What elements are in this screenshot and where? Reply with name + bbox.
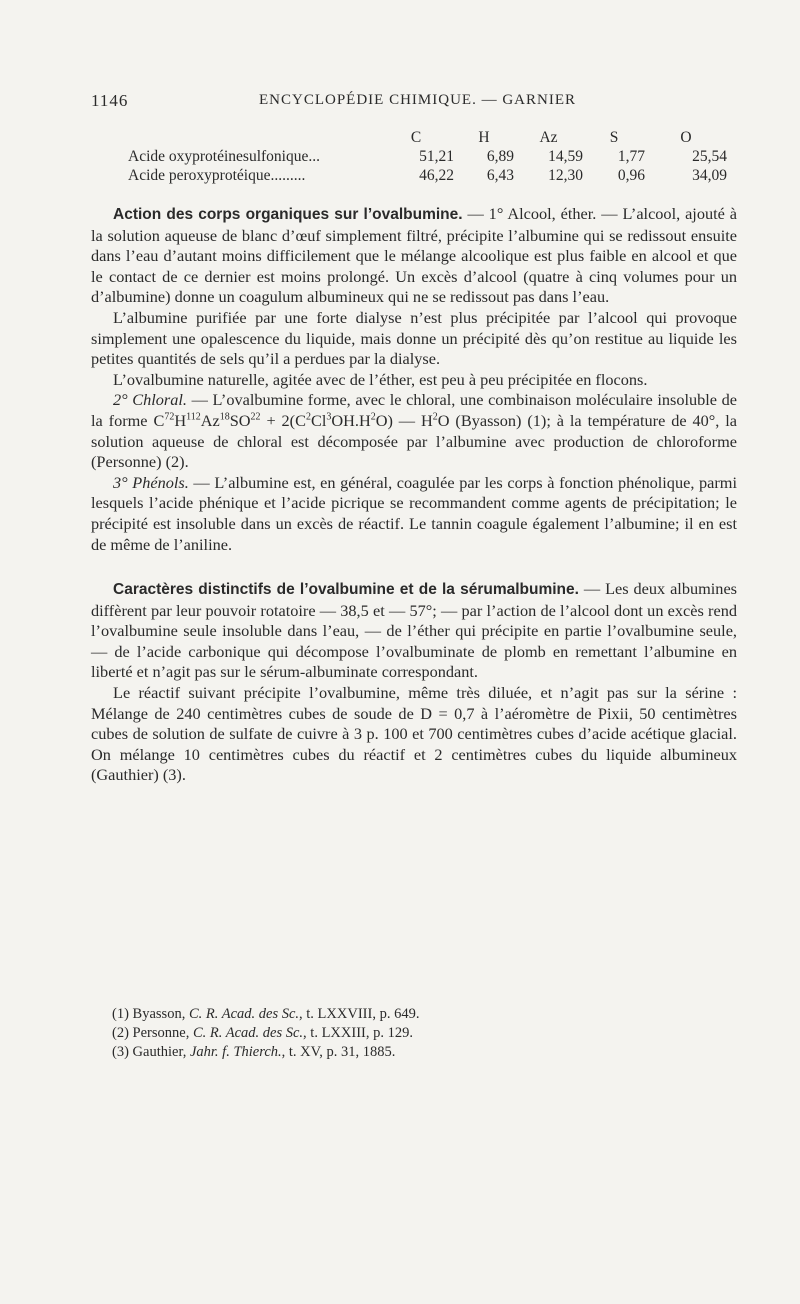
paragraph: [91, 473, 737, 555]
table-cell: 12,30: [548, 167, 583, 184]
paragraph: 2° Chloral. — L’ovalbumine forme, avec le chloral, une combinaison moléculaire insoluble de la forme $C^{72}H^{112}Az^{18}SO^{22} + 2(C^2Cl^3OH.H^2O)$ — $H^2O$ (Byasson) (1); à la température de 40°, la solution aqueuse de chloral est décomposée par l’albumine avec production de chloroforme (Personne) (2).: [91, 390, 738, 472]
column-header: Az: [539, 129, 558, 146]
footnote: (3) Gauthier, Jahr. f. Thierch., t. XV, p. 31, 1885.: [112, 1044, 396, 1060]
section-title: Caractères distinctifs de l’ovalbumine et de la sérumalbumine.: [113, 581, 579, 599]
subsection-lead: 2° Chloral.: [113, 390, 187, 410]
column-header: C: [410, 129, 422, 146]
footnote: (2) Personne, C. R. Acad. des Sc., t. LXXIII, p. 129.: [112, 1025, 413, 1041]
table-cell: 6,43: [486, 167, 514, 184]
row-label: Acide peroxyprotéique.........: [128, 167, 306, 184]
composition-table: [128, 128, 727, 185]
paragraph-text: — L’albumine est, en général, coagulée par les corps à fonction phénolique, parmi lesquels l’acide phénique et l’acide picrique se recommandent comme agents de précipitation; le précipité est insoluble dans un excès de réactif. Le tannin coagule également l’albumine; il en est de même de l’aniline.: [91, 472, 737, 554]
paragraph: [91, 204, 737, 308]
paragraph: [91, 579, 737, 683]
table-header-row: [128, 128, 727, 147]
table-cell: 46,22: [419, 167, 454, 184]
paragraph: L’albumine purifiée par une forte dialyse n’est plus précipitée par l’alcool qui provoque simplement une opalescence du liquide, mais donne un précipité dès qu’on restitue au liquide les petites quantités de sels qu’il a perdues par la dialyse.: [91, 307, 737, 369]
running-title: ENCYCLOPÉDIE CHIMIQUE. — GARNIER: [259, 92, 576, 108]
paragraph-text: — Les deux albumines diffèrent par leur pouvoir rotatoire — 38,5 et — 57°; — par l’action de l’alcool dont un excès rend l’ovalbumine seule insoluble dans l’eau, — de l’éther qui précipite en partie l’ovalbumine seule, — de l’acide carbonique qui décompose l’ovalbuminate de plomb en remettant l’albumine en liberté et n’agit pas sur le sérum-albuminate correspondant.: [91, 579, 738, 682]
column-header: H: [478, 129, 490, 146]
row-label: Acide oxyprotéinesulfonique...: [128, 148, 320, 165]
table-cell: 14,59: [548, 148, 583, 165]
body-text: [91, 204, 737, 786]
table-cell: 0,96: [617, 167, 645, 184]
table-cell: 6,89: [486, 148, 514, 165]
footnote: (1) Byasson, C. R. Acad. des Sc., t. LXXVIII, p. 649.: [112, 1006, 420, 1022]
table-row: [128, 166, 727, 185]
page-number: 1146: [91, 91, 129, 110]
table-cell: 34,09: [692, 167, 727, 184]
column-header: S: [609, 129, 619, 146]
column-header: O: [680, 129, 692, 146]
paragraph-text: — 1° Alcool, éther. — L’alcool, ajouté à la solution aqueuse de blanc d’œuf simplement filtré, précipite l’albumine qui se redissout ensuite dans l’eau d’autant moins difficilement que le mélange alcoolique est plus faible en alcool et que le contact de ce dernier est moins prolongé. Un excès d’alcool (quatre à cinq volumes pour un d’albumine) donne un coagulum albumineux qui ne se redissout pas dans l’eau.: [91, 204, 738, 307]
table-cell: 51,21: [419, 148, 454, 165]
table-row: [128, 147, 727, 166]
footnotes: [112, 1005, 712, 1062]
table-cell: 25,54: [692, 148, 727, 165]
subsection-lead: 3° Phénols.: [113, 472, 189, 492]
paragraph: Le réactif suivant précipite l’ovalbumine, même très diluée, et n’agit pas sur la sérine : Mélange de 240 centimètres cubes de soude de D = 0,7 à l’aéromètre de Pixii, 50 centimètres cubes de solution de sulfate de cuivre à 3 p. 100 et 700 centimètres cubes d’acide acétique glacial. On mélange 10 centimètres cubes du réactif et 2 centimètres cubes du liquide albumineux (Gauthier) (3).: [91, 683, 737, 785]
table-cell: 1,77: [617, 148, 645, 165]
section-title: Action des corps organiques sur l’ovalbumine.: [113, 206, 463, 223]
paragraph: L’ovalbumine naturelle, agitée avec de l’éther, est peu à peu précipitée en flocons.: [113, 369, 648, 389]
